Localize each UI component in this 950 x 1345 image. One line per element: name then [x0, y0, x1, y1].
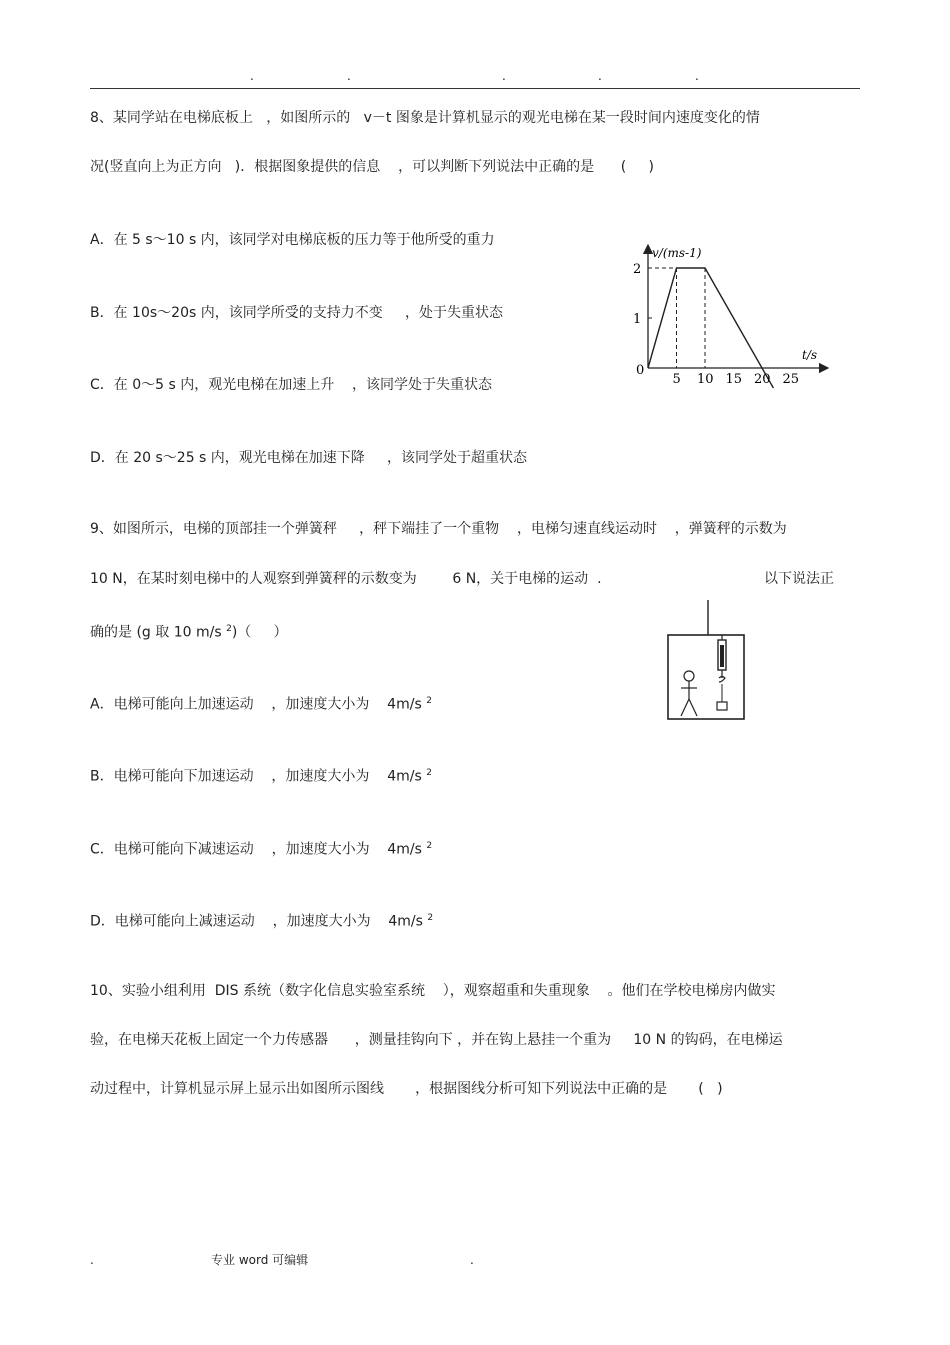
x-tick-label: 20	[754, 372, 771, 387]
footer-right-dot: .	[470, 1253, 474, 1267]
superscript: 2	[226, 624, 232, 634]
q10-stem-line1: 10、实验小组利用 DIS 系统（数字化信息实验室系统 ），观察超重和失重现象 。他们在学校电梯房内做实	[90, 983, 776, 999]
q9-stem-line2-end: 以下说法正	[764, 571, 834, 587]
header-dot: .	[695, 69, 699, 83]
q8-option-b: B．在 10s～20s 内，该同学所受的支持力不变 ，处于失重状态	[90, 305, 503, 321]
x-axis-label: t/s	[802, 348, 818, 362]
x-tick-label: 15	[725, 372, 743, 387]
superscript: 2	[427, 913, 434, 923]
header-dot: .	[598, 69, 602, 83]
q9-option-b-text: B．电梯可能向下加速运动 ，加速度大小为 4m/s	[90, 768, 422, 785]
weight-block	[717, 702, 727, 710]
footer-text: 专业 word 可编辑	[211, 1253, 309, 1267]
q9-option-d-text: D．电梯可能向上减速运动 ，加速度大小为 4m/s	[90, 913, 423, 930]
q9-stem-line1: 9、如图所示，电梯的顶部挂一个弹簧秤 ，秤下端挂了一个重物 ，电梯匀速直线运动时 ，弹簧秤的示数为	[90, 521, 787, 537]
x-tick-label: 5	[672, 372, 681, 387]
header-dot: .	[502, 69, 506, 83]
q9-option-c-text: C．电梯可能向下减速运动 ，加速度大小为 4m/s	[90, 841, 422, 858]
vt-chart	[630, 235, 840, 400]
q9-stem-line3-paren: )（ ）	[231, 624, 288, 641]
header-rule	[90, 88, 860, 89]
person-leg-right	[689, 699, 697, 716]
q9-stem-line3-text: 确的是 (g 取 10 m/s	[90, 624, 222, 641]
q8-option-c: C．在 0～5 s 内，观光电梯在加速上升 ，该同学处于失重状态	[90, 377, 493, 393]
q8-stem-line1: 8、某同学站在电梯底板上 ，如图所示的 v－t 图象是计算机显示的观光电梯在某一段时间内速度变化的情	[90, 110, 760, 126]
x-tick-label: 25	[782, 372, 800, 387]
y-tick-label: 1	[633, 312, 642, 327]
scale-hook	[719, 670, 725, 682]
x-tick-label: 10	[697, 372, 714, 387]
q10-stem-line3: 动过程中，计算机显示屏上显示出如图所示图线 ，根据图线分析可知下列说法中正确的是 ( )	[90, 1081, 723, 1097]
person-leg-left	[681, 699, 689, 716]
origin-label: 0	[636, 363, 645, 378]
spring-scale-core	[720, 645, 724, 667]
q9-option-c	[90, 836, 432, 860]
superscript: 2	[426, 768, 432, 778]
q9-stem-line2: 10 N，在某时刻电梯中的人观察到弹簧秤的示数变为 6 N，关于电梯的运动 .	[90, 571, 602, 587]
elevator-illustration	[660, 598, 755, 724]
header-dot: .	[347, 69, 351, 83]
y-tick-label: 2	[633, 262, 642, 277]
superscript: 2	[426, 841, 433, 851]
q9-option-b	[90, 763, 432, 787]
q9-stem-line3	[90, 619, 288, 643]
q9-option-d	[90, 908, 433, 932]
footer-left-dot: .	[90, 1253, 94, 1267]
q8-option-a: A．在 5 s～10 s 内，该同学对电梯底板的压力等于他所受的重力	[90, 232, 495, 248]
header-dots	[90, 68, 860, 84]
elevator-car	[668, 635, 744, 719]
q9-option-a	[90, 691, 432, 715]
q9-option-a-text: A．电梯可能向上加速运动 ，加速度大小为 4m/s	[90, 696, 422, 713]
q8-option-d: D．在 20 s～25 s 内，观光电梯在加速下降 ，该同学处于超重状态	[90, 450, 528, 466]
velocity-series-line	[648, 268, 773, 388]
person-head	[684, 671, 694, 681]
header-dot: .	[250, 69, 254, 83]
q10-stem-line2: 验，在电梯天花板上固定一个力传感器 ，测量挂钩向下 ，并在钩上悬挂一个重为 10 N 的钩码，在电梯运	[90, 1032, 783, 1048]
y-axis-label: v/(ms-1)	[652, 246, 702, 260]
q8-stem-line2: 况(竖直向上为正方向 )．根据图象提供的信息 ，可以判断下列说法中正确的是 ( )	[90, 159, 654, 175]
superscript: 2	[426, 696, 432, 706]
